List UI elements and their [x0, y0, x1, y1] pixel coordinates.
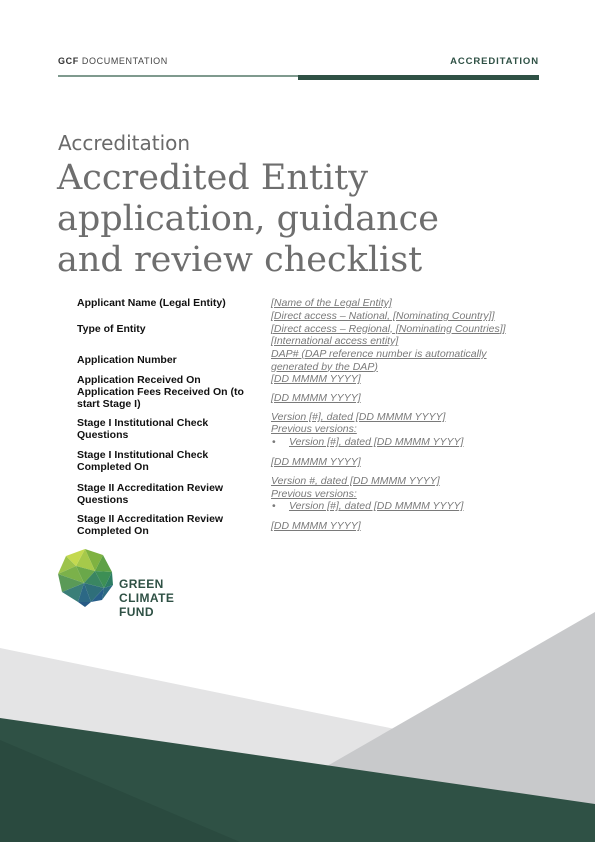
applicant-name-label: Applicant Name (Legal Entity) [77, 297, 226, 309]
stage1-completed-label-2: Completed On [77, 461, 149, 473]
fees-received-label-1: Application Fees Received On (to [77, 386, 244, 398]
application-number-value-1: DAP# (DAP reference number is automatically [271, 348, 487, 360]
title-line-3: and review checklist [57, 240, 423, 280]
entity-type-value-2: [Direct access – Regional, [Nominating Countries]] [271, 322, 506, 335]
page-title [57, 158, 537, 281]
title-line-1: Accredited Entity [57, 158, 369, 198]
stage1-questions-label-2: Questions [77, 429, 129, 441]
stage2-questions-label-2: Questions [77, 494, 129, 506]
doc-type-label [58, 56, 168, 66]
stage1-completed-label-1: Stage I Institutional Check [77, 449, 209, 461]
application-number-label: Application Number [77, 354, 177, 366]
stage1-questions-version: Version [#], dated [DD MMMM YYYY] [271, 411, 446, 423]
stage1-questions-label-1: Stage I Institutional Check [77, 417, 209, 429]
header-rule-dark [298, 75, 539, 80]
logo-text-fund: FUND [119, 605, 154, 619]
stage2-previous-version-item: • Version [#], dated [DD MMMM YYYY] [272, 500, 549, 513]
header-rule-light [58, 75, 298, 77]
entity-type-value-1: [Direct access – National, [Nominating Country]] [271, 310, 495, 322]
received-on-value: [DD MMMM YYYY] [271, 373, 361, 385]
stage2-questions-label-1: Stage II Accreditation Review [77, 482, 224, 494]
stage2-completed-value: [DD MMMM YYYY] [271, 520, 361, 532]
logo-text-climate: CLIMATE [119, 591, 175, 605]
stage2-previous-versions: Previous versions: [271, 487, 357, 500]
logo-text-green: GREEN [119, 577, 164, 591]
section-label: ACCREDITATION [450, 56, 539, 67]
title-line-2: application, guidance [57, 199, 439, 239]
stage1-previous-version-item: • Version [#], dated [DD MMMM YYYY] [272, 436, 549, 449]
fees-received-value: [DD MMMM YYYY] [271, 392, 361, 404]
entity-type-value-3: [International access entity] [271, 335, 399, 347]
stage1-previous-versions: Previous versions: [271, 423, 357, 435]
stage2-completed-label-2: Completed On [77, 525, 149, 537]
decorative-background-shapes [0, 600, 595, 842]
stage1-completed-value: [DD MMMM YYYY] [271, 456, 361, 468]
pre-title: Accreditation [58, 131, 191, 155]
brand-rest: DOCUMENTATION [81, 56, 168, 66]
fees-received-label-2: start Stage I) [77, 398, 141, 410]
received-on-label: Application Received On [77, 374, 201, 386]
brand-bold: GCF [58, 56, 79, 66]
applicant-name-value: [Name of the Legal Entity] [271, 297, 392, 309]
entity-type-label: Type of Entity [77, 323, 146, 335]
stage2-questions-version: Version #, dated [DD MMMM YYYY] [271, 475, 440, 487]
application-number-value-2: generated by the DAP) [271, 360, 378, 373]
stage2-completed-label-1: Stage II Accreditation Review [77, 513, 224, 525]
